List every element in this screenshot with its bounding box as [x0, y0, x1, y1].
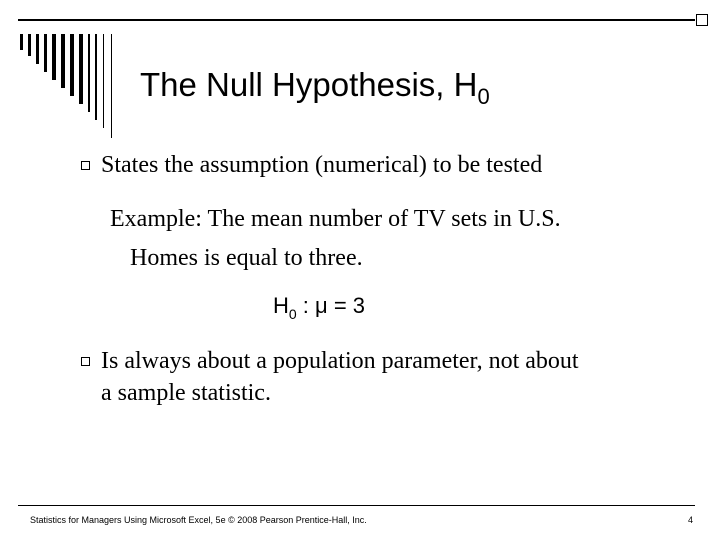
top-rule — [18, 19, 695, 21]
title-text: The Null Hypothesis, H — [140, 66, 478, 103]
example-line-2: Homes is equal to three. — [130, 245, 363, 271]
bullet-2-text-line-2: a sample statistic. — [101, 380, 271, 406]
formula-h: H — [273, 293, 289, 318]
corner-box-icon — [696, 14, 708, 26]
bullet-square-icon — [81, 161, 90, 170]
bullet-2-text: Is always about a population parameter, not about — [101, 348, 579, 374]
decorative-bars — [20, 34, 120, 144]
formula-subscript: 0 — [288, 306, 297, 322]
bullet-square-icon — [81, 357, 90, 366]
title-subscript: 0 — [477, 84, 490, 109]
page-number: 4 — [688, 515, 694, 525]
slide-title — [140, 66, 490, 109]
null-hypothesis-formula — [273, 293, 366, 322]
footer-rule — [18, 505, 695, 506]
formula-rest: : μ = 3 — [296, 293, 366, 318]
footer-text: Statistics for Managers Using Microsoft Excel, 5e © 2008 Pearson Prentice-Hall, Inc. — [30, 515, 367, 525]
bullet-1-text: States the assumption (numerical) to be tested — [101, 152, 543, 178]
example-line-1: Example: The mean number of TV sets in U.S. — [110, 206, 561, 232]
